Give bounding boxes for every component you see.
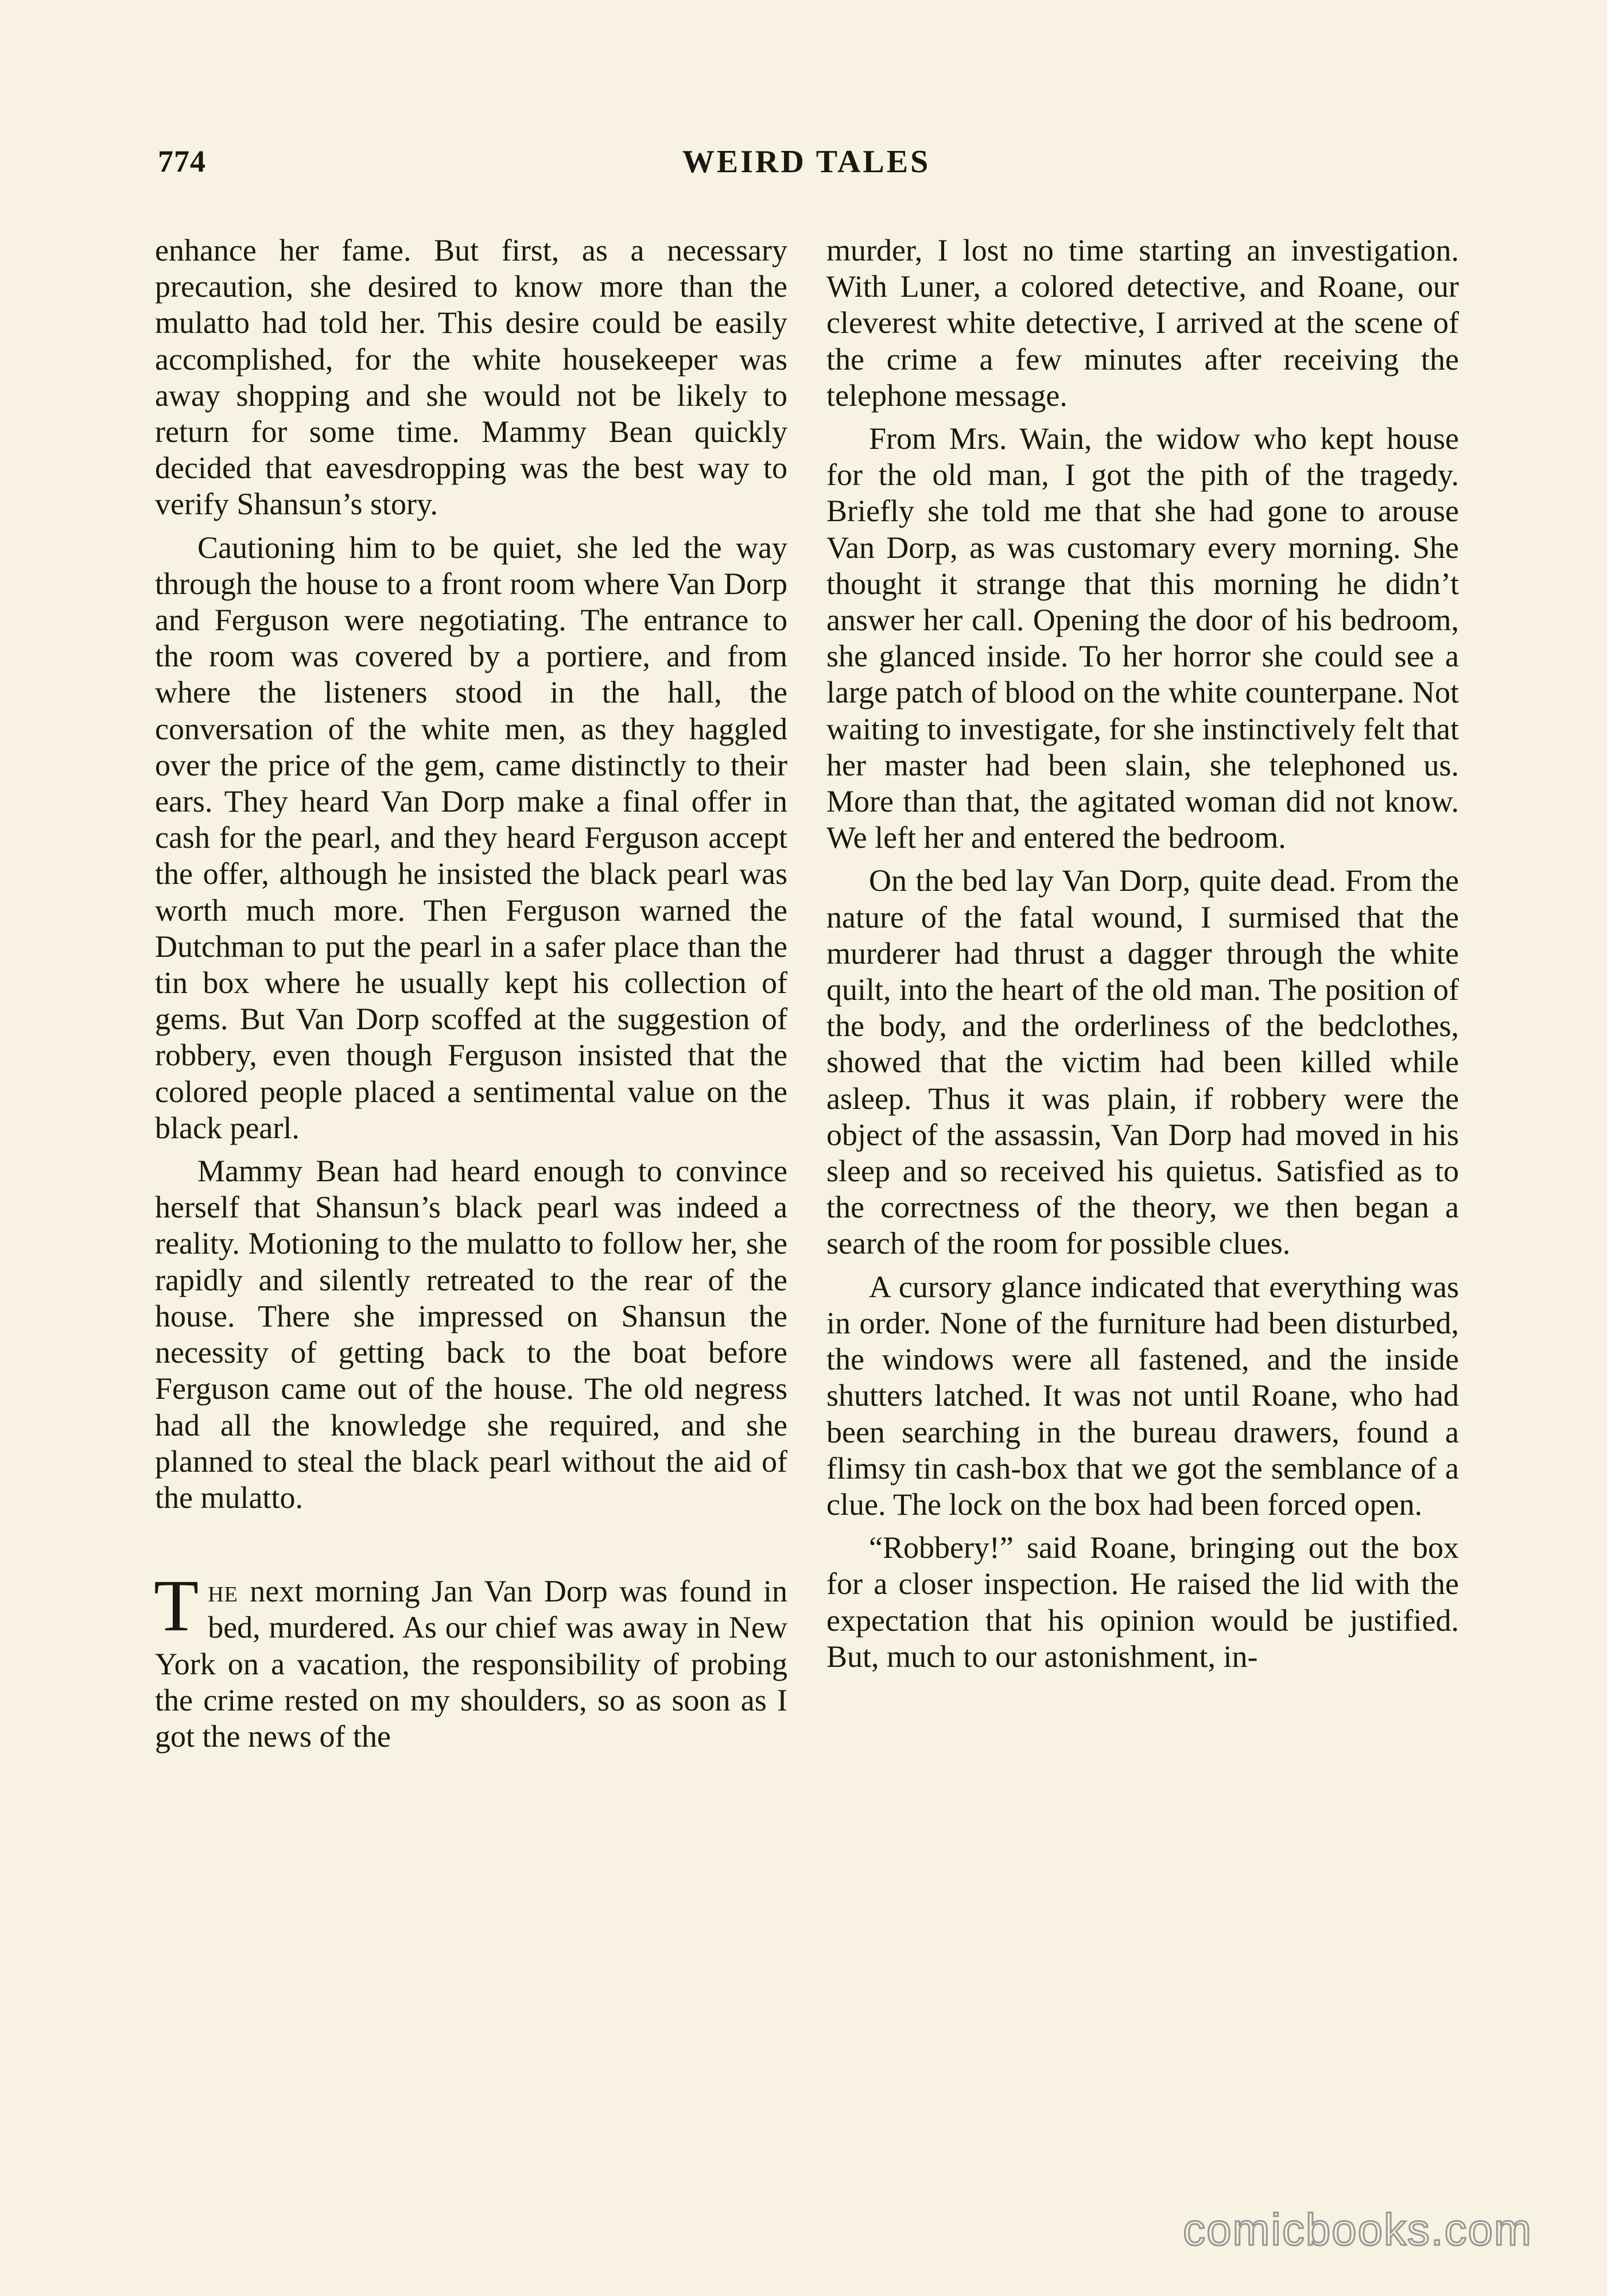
paragraph: “Robbery!” said Roane, bringing out the box for a closer inspection. He raised the lid with the expectation that his opinion would be justified. But, much to our astonishment, in-: [826, 1530, 1459, 1674]
paragraph: Mammy Bean had heard enough to convince herself that Shansun’s black pearl was indeed a reality. Motioning to the mulatto to follow her, she rapidly and silently retreated to the rear of the house. There she impressed on Shansun the necessity of getting back to the boat before Ferguson came out of the house. The old negress had all the knowledge she required, and she planned to steal the black pearl without the aid of the mulatto.: [155, 1154, 787, 1515]
paragraph-with-dropcap: [154, 1565, 787, 1755]
running-head: WEIRD TALES: [682, 144, 931, 180]
paragraph: enhance her fame. But first, as a necessary precaution, she desired to know more than the mulatto had told her. This desire could be easily accomplished, for the white housekeeper was away shopping and she would not be likely to return for some time. Mammy Bean quickly decided that eavesdropping was the best way to verify Shansun’s story.: [155, 233, 787, 522]
paragraph-text: next morning Jan Van Dorp was found in bed, murdered. As our chief was away in New York on a vacation, the responsibility of probing the crime rested on my shoulders, so as soon as I got the news of the: [155, 1574, 787, 1754]
paragraph: A cursory glance indicated that everything was in order. None of the furniture had been disturbed, the windows were all fastened, and the inside shutters latched. It was not until Roane, who had been searching in the bureau drawers, found a flimsy tin cash-box that we got the semblance of a clue. The lock on the box had been forced open.: [826, 1269, 1459, 1522]
paragraph: On the bed lay Van Dorp, quite dead. From the nature of the fatal wound, I surmised that the murderer had thrust a dagger through the white quilt, into the heart of the old man. The position of the body, and the orderliness of the bedclothes, showed that the victim had been killed while asleep. Thus it was plain, if robbery were the object of the assassin, Van Dorp had moved in his sleep and so received his quietus. Satisfied as to the correctness of the theory, we then began a search of the room for possible clues.: [826, 863, 1459, 1261]
paragraph: From Mrs. Wain, the widow who kept house for the old man, I got the pith of the tragedy. Briefly she told me that she had gone to arouse Van Dorp, as was customary every morning. She thought it strange that this morning he didn’t answer her call. Opening the door of his bedroom, she glanced inside. To her horror she could see a large patch of blood on the white counterpane. Not waiting to investigate, for she instinctively felt that her master had been slain, she telephoned us. More than that, the agitated woman did not know. We left her and entered the bedroom.: [826, 421, 1459, 855]
section-break: [155, 1516, 787, 1573]
right-column: [826, 232, 1459, 1675]
drop-cap: T: [154, 1565, 199, 1647]
paragraph: murder, I lost no time starting an investigation. With Luner, a colored detective, and Roane, our cleverest white detective, I arrived at the scene of the crime a few minutes after receiving the telephone message.: [826, 233, 1459, 413]
watermark-logo: comicbooks.com: [1183, 2204, 1532, 2255]
paragraph: Cautioning him to be quiet, she led the way through the house to a front room where Van Dorp and Ferguson were negotiating. The entrance to the room was covered by a portiere, and from where the listeners stood in the hall, the conversation of the white men, as they haggled over the price of the gem, came distinctly to their ears. They heard Van Dorp make a final offer in cash for the pearl, and they heard Ferguson accept the offer, although he insisted the black pearl was worth much more. Then Ferguson warned the Dutchman to put the pearl in a safer place than the tin box where he usually kept his collection of gems. But Van Dorp scoffed at the suggestion of robbery, even though Ferguson insisted that the colored people placed a sentimental value on the black pearl.: [155, 530, 787, 1145]
small-caps-lead: he: [208, 1574, 238, 1609]
page-header: [158, 144, 1455, 189]
page-number: 774: [158, 144, 206, 179]
left-column: [155, 232, 787, 1755]
